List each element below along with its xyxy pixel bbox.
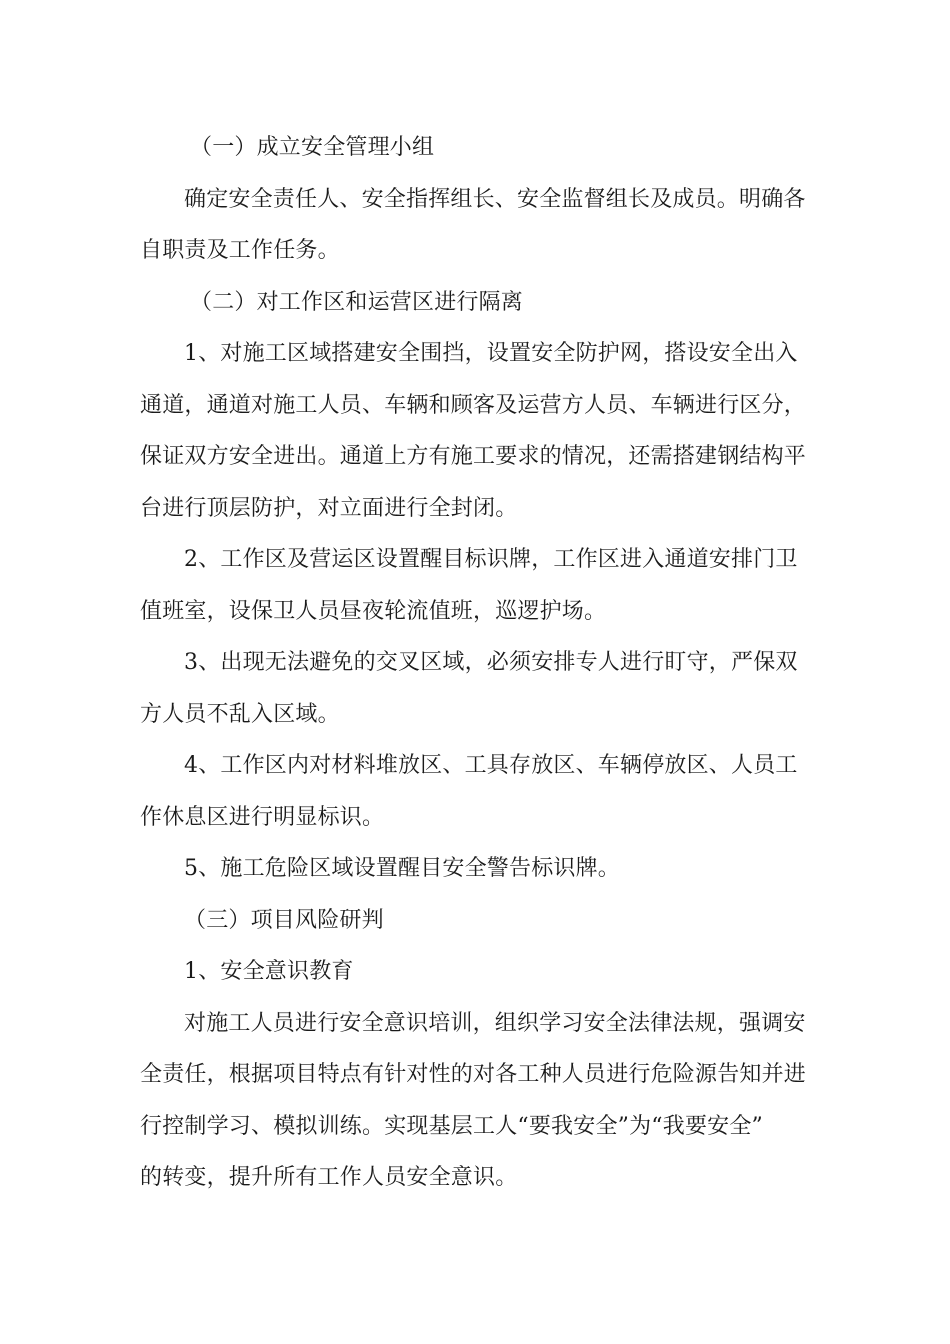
paragraph-line: 对施工人员进行安全意识培训，组织学习安全法律法规，强调安 — [184, 1011, 806, 1036]
subheading: 1、安全意识教育 — [184, 959, 354, 984]
paragraph-line: 4、工作区内对材料堆放区、工具存放区、车辆停放区、人员工 — [184, 753, 798, 778]
paragraph-line: 自职责及工作任务。 — [140, 238, 340, 263]
paragraph-line: 5、施工危险区域设置醒目安全警告标识牌。 — [184, 856, 620, 881]
section-heading-1: （一）成立安全管理小组 — [190, 135, 435, 160]
paragraph-line: 通道，通道对施工人员、车辆和顾客及运营方人员、车辆进行区分， — [140, 393, 807, 418]
paragraph-line: 作休息区进行明显标识。 — [140, 805, 385, 830]
paragraph-line: 行控制学习、模拟训练。实现基层工人“要我安全”为“我要安全” — [140, 1114, 763, 1139]
paragraph-line: 台进行顶层防护，对立面进行全封闭。 — [140, 496, 518, 521]
paragraph-line: 值班室，设保卫人员昼夜轮流值班，巡逻护场。 — [140, 599, 607, 624]
section-heading-3: （三）项目风险研判 — [184, 908, 384, 933]
paragraph-line: 2、工作区及营运区设置醒目标识牌，工作区进入通道安排门卫 — [184, 547, 798, 572]
paragraph-line: 全责任，根据项目特点有针对性的对各工种人员进行危险源告知并进 — [140, 1062, 807, 1087]
paragraph-line: 确定安全责任人、安全指挥组长、安全监督组长及成员。明确各 — [184, 187, 806, 212]
paragraph-line: 方人员不乱入区域。 — [140, 702, 340, 727]
paragraph-line: 1、对施工区域搭建安全围挡，设置安全防护网，搭设安全出入 — [184, 341, 798, 366]
paragraph-line: 保证双方安全进出。通道上方有施工要求的情况，还需搭建钢结构平 — [140, 444, 807, 469]
paragraph-line: 3、出现无法避免的交叉区域，必须安排专人进行盯守，严保双 — [184, 650, 798, 675]
section-heading-2: （二）对工作区和运营区进行隔离 — [190, 290, 524, 315]
paragraph-line: 的转变，提升所有工作人员安全意识。 — [140, 1165, 518, 1190]
